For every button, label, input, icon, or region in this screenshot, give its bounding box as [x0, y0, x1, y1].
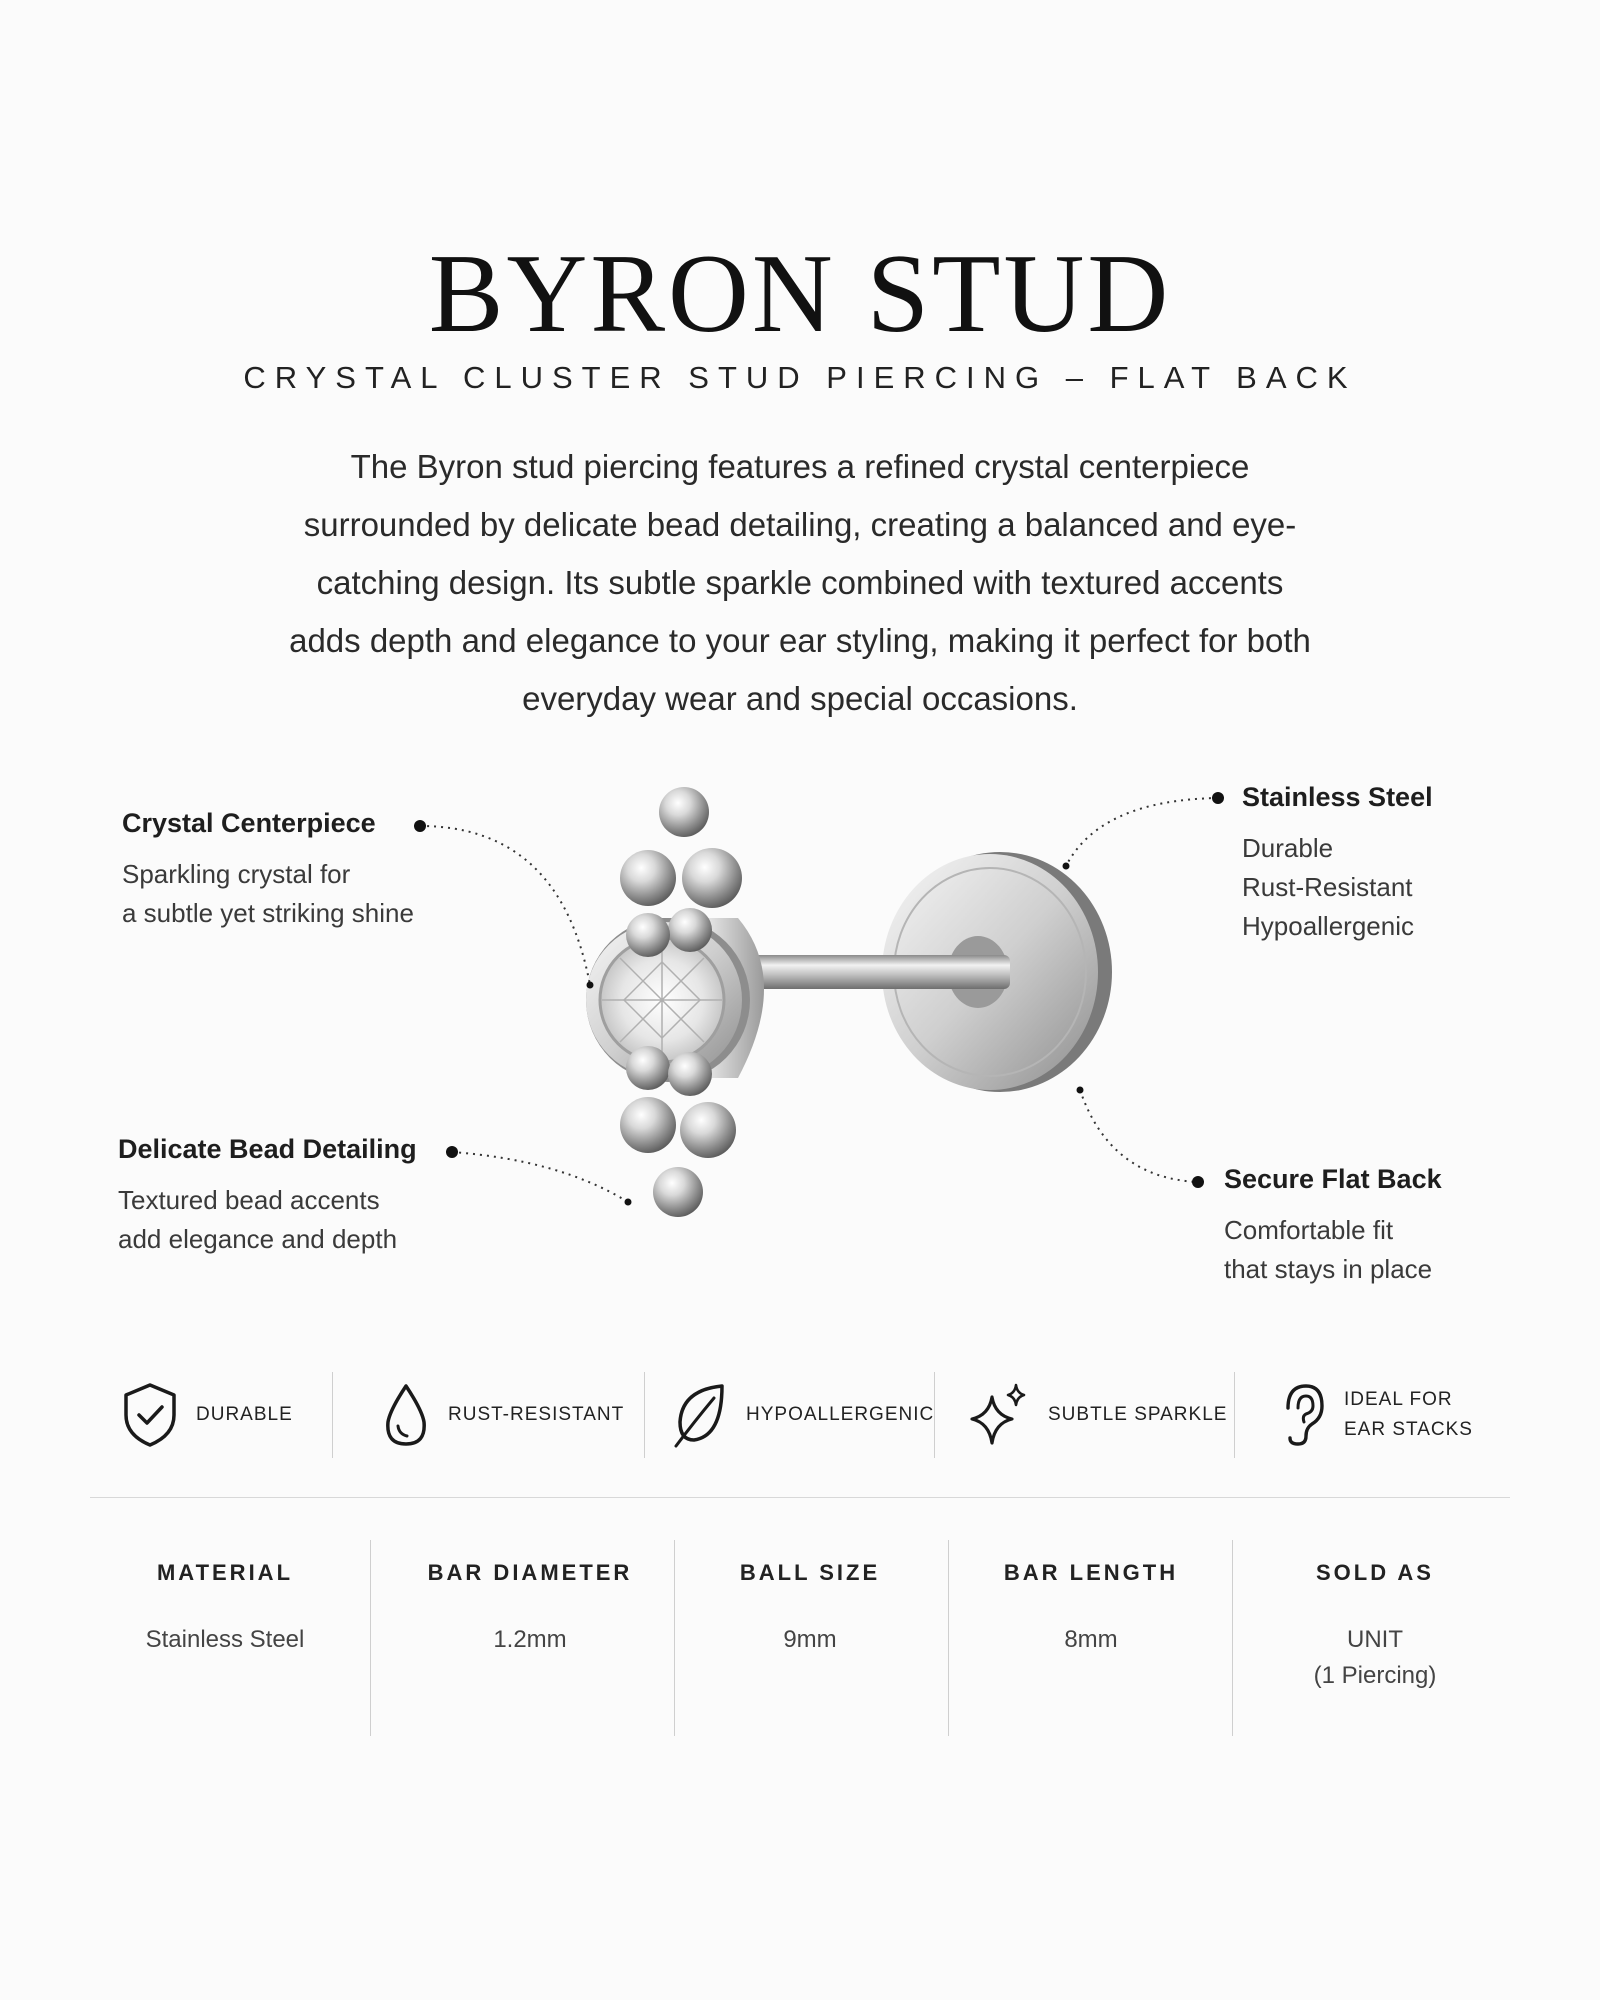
callout-crystal-line1: Sparkling crystal for [122, 859, 351, 889]
feature-rust-resistant-label: RUST-RESISTANT [448, 1404, 625, 1425]
spec-material-label: MATERIAL [156, 1560, 294, 1585]
feature-ear-stacks-label [1344, 1385, 1473, 1445]
spec-ball-size-value: 9mm [783, 1626, 837, 1653]
spec-divider [370, 1540, 371, 1736]
spec-divider [674, 1540, 675, 1736]
callout-bead [118, 1134, 417, 1259]
spec-divider [948, 1540, 949, 1736]
spec-ball-size [680, 1530, 940, 1658]
spec-sold-as-value-line2: (1 Piercing) [1313, 1662, 1437, 1689]
spec-divider [1232, 1540, 1233, 1736]
feature-rust-resistant [382, 1360, 624, 1470]
spec-ball-size-label: BALL SIZE [739, 1560, 881, 1585]
product-title: BYRON STUD [428, 232, 1172, 356]
callout-crystal [122, 808, 414, 933]
feature-hypoallergenic-label: HYPOALLERGENIC [746, 1404, 935, 1425]
water-drop-icon [382, 1382, 430, 1448]
feature-ear-stacks-line2: EAR STACKS [1344, 1419, 1473, 1440]
sparkle-icon [966, 1383, 1030, 1447]
spec-bar-diameter [380, 1530, 680, 1658]
spec-bar-diameter-value: 1.2mm [493, 1626, 567, 1653]
feature-divider [644, 1372, 645, 1458]
feature-divider [934, 1372, 935, 1458]
callout-steel-line1: Durable [1242, 833, 1334, 863]
spec-sold-as-label: SOLD AS [1316, 1560, 1434, 1585]
callout-bead-line1: Textured bead accents [118, 1185, 380, 1215]
feature-subtle-sparkle-label: SUBTLE SPARKLE [1048, 1404, 1228, 1425]
feature-ear-stacks [1278, 1360, 1473, 1470]
feature-row [100, 1360, 1500, 1470]
callout-steel-title: Stainless Steel [1242, 782, 1433, 812]
callout-crystal-title: Crystal Centerpiece [122, 808, 376, 838]
feature-divider [332, 1372, 333, 1458]
feature-hypoallergenic [672, 1360, 934, 1470]
callout-bead-title: Delicate Bead Detailing [118, 1134, 417, 1164]
callout-back-line2: that stays in place [1224, 1254, 1433, 1284]
spec-sold-as-value-line1: UNIT [1347, 1626, 1403, 1653]
feature-durable [122, 1360, 293, 1470]
spec-sold-as-value [1240, 1622, 1510, 1694]
feature-durable-label: DURABLE [196, 1404, 293, 1425]
feature-ear-stacks-line1: IDEAL FOR [1344, 1389, 1453, 1410]
callout-steel [1242, 782, 1433, 946]
feature-subtle-sparkle [966, 1360, 1227, 1470]
product-subtitle: CRYSTAL CLUSTER STUD PIERCING – FLAT BACK [243, 360, 1357, 395]
spec-sold-as [1240, 1530, 1510, 1694]
shield-check-icon [122, 1381, 178, 1449]
spec-bar-length-value: 8mm [1064, 1626, 1118, 1653]
callout-back-title: Secure Flat Back [1224, 1164, 1442, 1194]
spec-bar-diameter-label: BAR DIAMETER [427, 1560, 633, 1585]
spec-material-value: Stainless Steel [145, 1626, 305, 1653]
product-description: The Byron stud piercing features a refined crystal centerpiece surrounded by delicate bead detailing, creating a balanced and eye-catching design. Its subtle sparkle combined with textured accents adds depth and elegance to your ear styling, making it perfect for both everyday wear and special occasions. [289, 448, 1311, 717]
callout-steel-line3: Hypoallergenic [1242, 911, 1414, 941]
callout-steel-line2: Rust-Resistant [1242, 872, 1413, 902]
ear-icon [1278, 1382, 1326, 1448]
callout-back [1224, 1164, 1442, 1289]
section-divider [90, 1497, 1510, 1498]
spec-bar-length [956, 1530, 1226, 1658]
spec-material [90, 1530, 360, 1658]
feature-divider [1234, 1372, 1235, 1458]
leaf-icon [672, 1382, 728, 1448]
callout-bead-line2: add elegance and depth [118, 1224, 398, 1254]
spec-bar-length-label: BAR LENGTH [1003, 1560, 1179, 1585]
callout-back-line1: Comfortable fit [1224, 1215, 1394, 1245]
callout-crystal-line2: a subtle yet striking shine [122, 898, 414, 928]
